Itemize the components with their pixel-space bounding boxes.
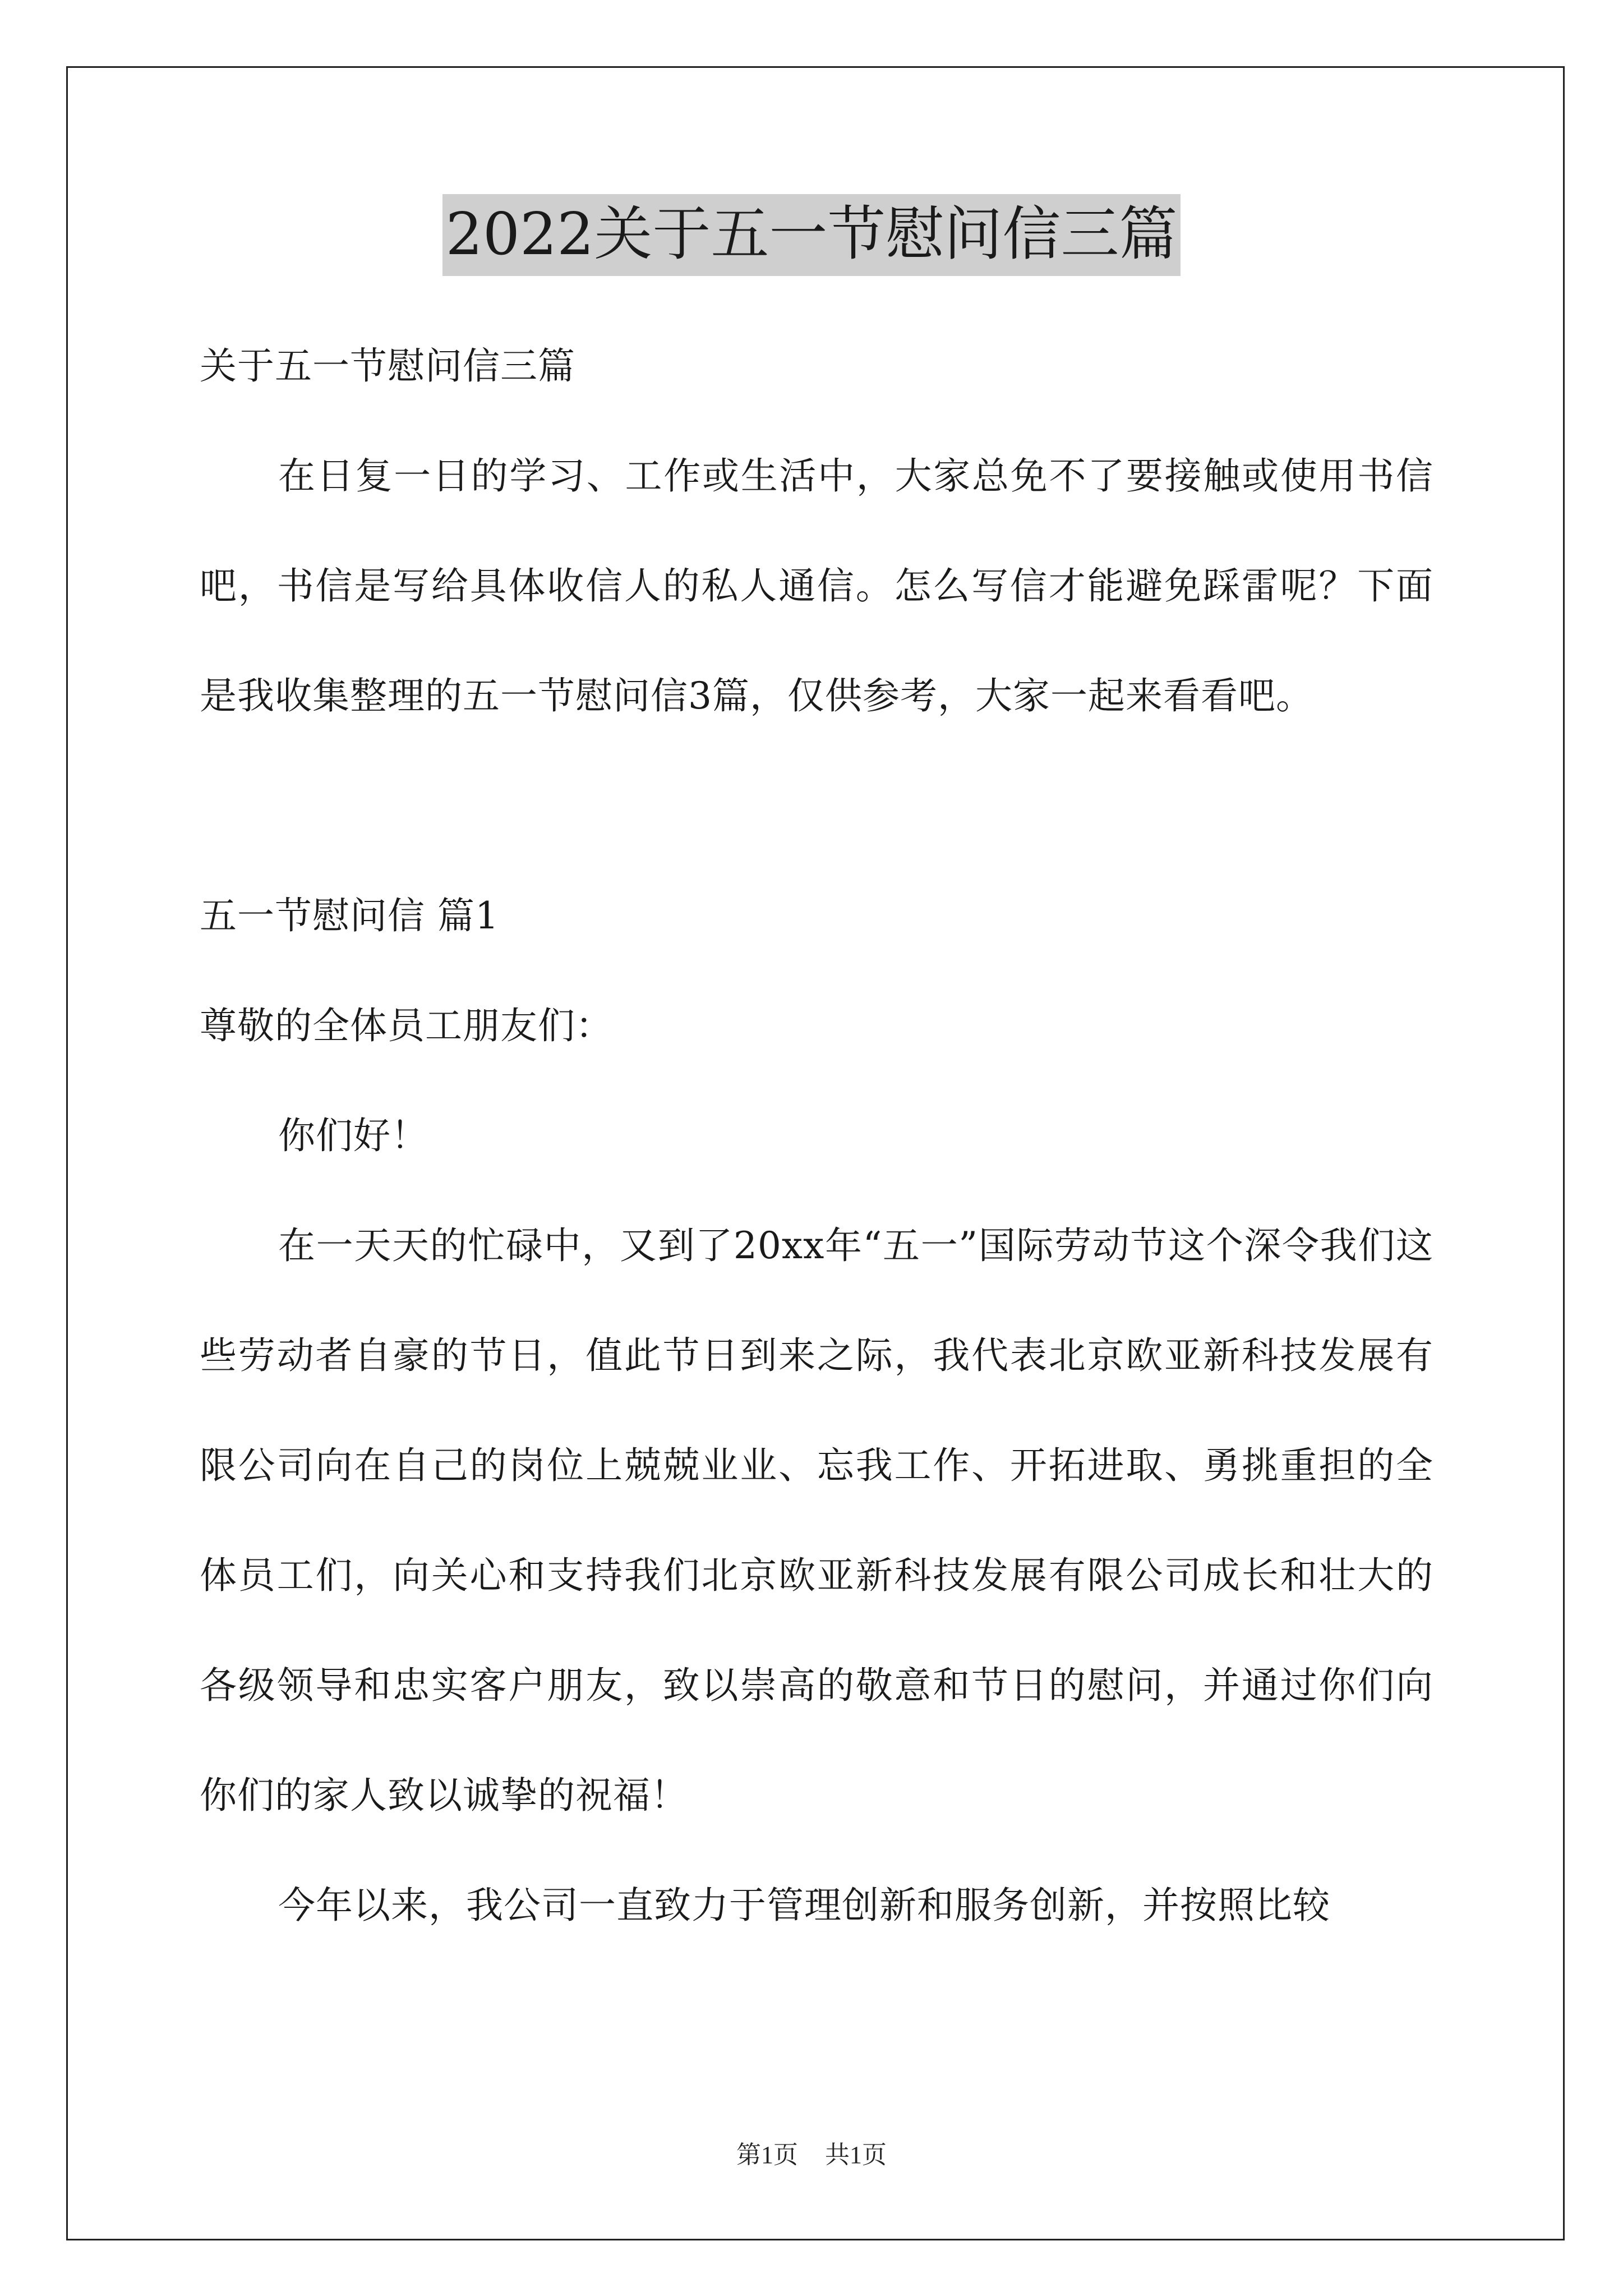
body-paragraph: 在一天天的忙碌中，又到了20xx年“五一”国际劳动节这个深令我们这些劳动者自豪的节日，值此节日到来之际，我代表北京欧亚新科技发展有限公司向在自己的岗位上兢兢业业、忘我工作、开拓进取、勇挑重担的全体员工们，向关心和支持我们北京欧亚新科技发展有限公司成长和壮大的各级领导和忠实客户朋友，致以崇高的敬意和节日的慰问，并通过你们向你们的家人致以诚挚的祝福！ bbox=[200, 1224, 1433, 1817]
greeting: 你们好！ bbox=[278, 1114, 428, 1157]
page-total: 共1页 bbox=[825, 2141, 887, 2169]
page-number: 第1页 bbox=[736, 2141, 798, 2169]
intro-paragraph: 在日复一日的学习、工作或生活中，大家总免不了要接触或使用书信吧，书信是写给具体收信人的私人通信。怎么写信才能避免踩雷呢？下面是我收集整理的五一节慰问信3篇，仅供参考，大家一起来看看吧。 bbox=[200, 454, 1433, 717]
document-title-text: 2022关于五一节慰问信三篇 bbox=[442, 194, 1181, 276]
document-body bbox=[200, 311, 1433, 1961]
salutation: 尊敬的全体员工朋友们： bbox=[200, 1004, 613, 1047]
section-heading: 五一节慰问信 篇1 bbox=[200, 894, 499, 937]
body-paragraph: 今年以来，我公司一直致力于管理创新和服务创新，并按照比较 bbox=[278, 1884, 1330, 1927]
paragraph-spacer bbox=[200, 751, 1433, 861]
subtitle-paragraph: 关于五一节慰问信三篇 bbox=[200, 344, 575, 388]
document-title bbox=[0, 200, 1623, 268]
page-footer bbox=[0, 2134, 1623, 2170]
